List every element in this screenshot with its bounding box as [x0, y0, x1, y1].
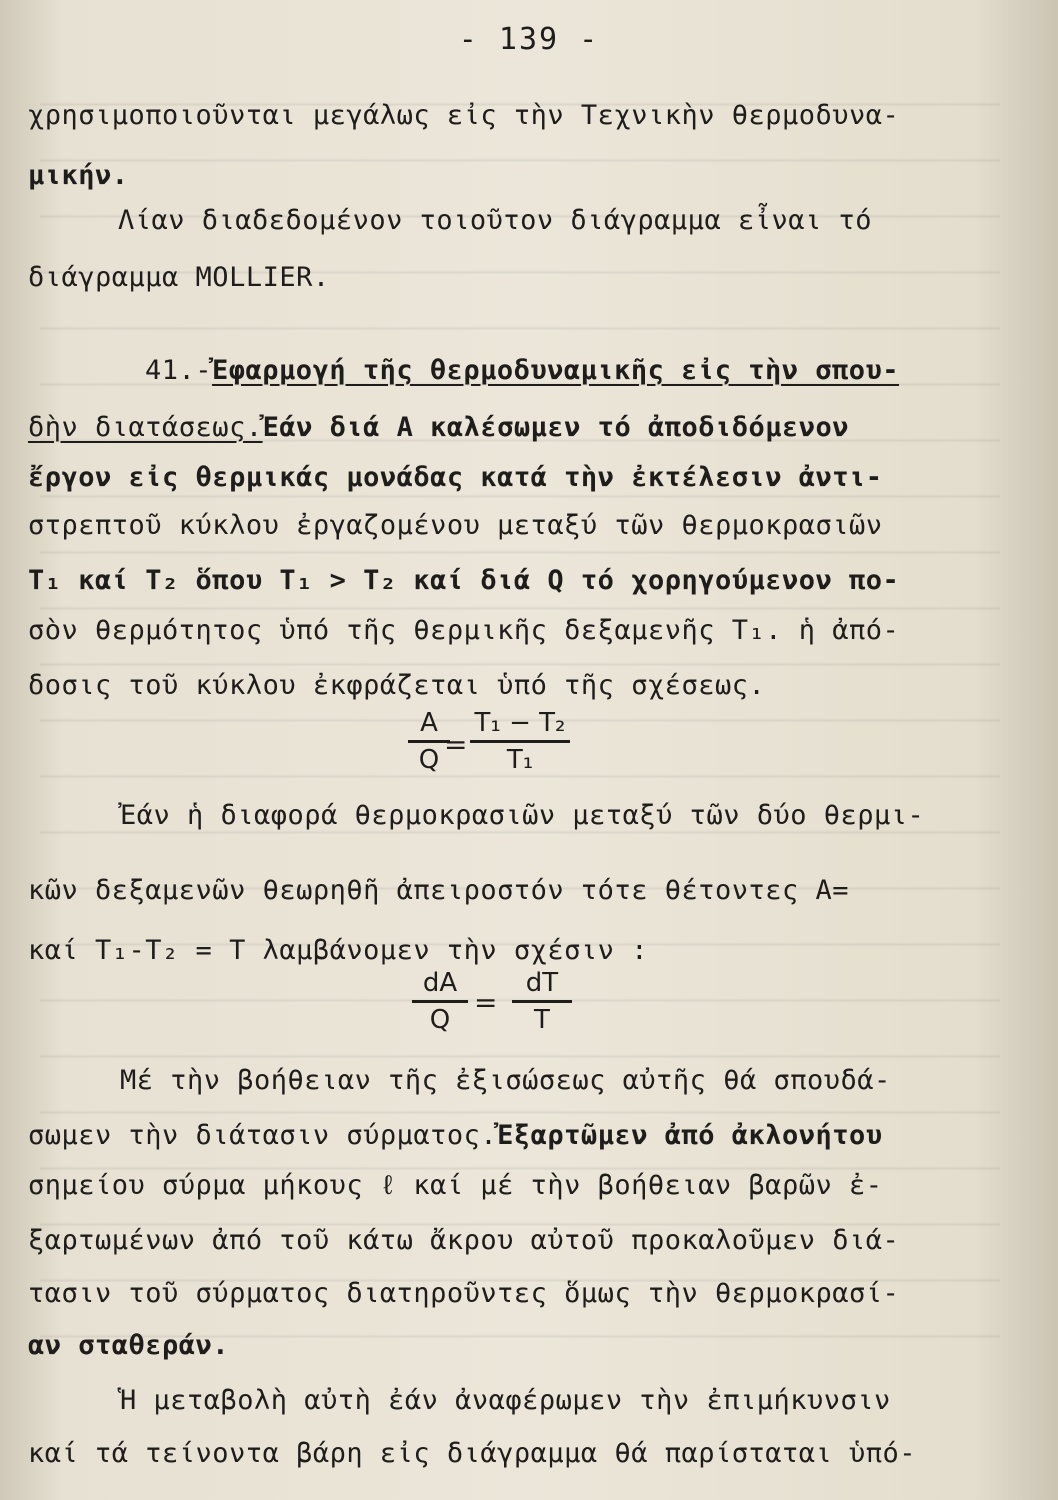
text-line: ξαρτωμένων ἀπό τοῦ κάτω ἄκρου αὐτοῦ προκαλοῦμεν διά- — [28, 1225, 900, 1256]
text-line: διάγραμμα MOLLIER. — [28, 262, 330, 293]
text-line: σὸν θερμότητος ὑπό τῆς θερμικῆς δεξαμενῆς T₁. ἡ ἀπό- — [28, 615, 900, 646]
fraction-bar — [470, 740, 570, 743]
eq1-right-denominator: T₁ — [506, 745, 534, 775]
text-line — [28, 412, 849, 443]
text-span: Ἐξαρτῶμεν ἀπό ἀκλονήτου — [497, 1120, 883, 1151]
text-line: χρησιμοποιοῦνται μεγάλως εἰς τὴν Τεχνικὴν θερμοδυνα- — [28, 100, 900, 131]
text-line: κῶν δεξαμενῶν θεωρηθῆ ἀπειροστόν τότε θέτοντες A= — [28, 875, 850, 906]
text-line: σημείου σύρμα μήκους ℓ καί μέ τὴν βοήθειαν βαρῶν ἐ- — [28, 1170, 883, 1201]
eq1-left-numerator: A — [420, 708, 438, 738]
text-span: σωμεν τὴν διάτασιν σύρματος. — [28, 1120, 498, 1151]
section-title: Ἐφαρμογή τῆς θερμοδυναμικῆς εἰς τὴν σπου- — [212, 355, 900, 386]
text-line: αν σταθεράν. — [28, 1330, 230, 1361]
text-line: Ἡ μεταβολὴ αὐτὴ ἐάν ἀναφέρωμεν τὴν ἐπιμήκυνσιν — [120, 1385, 891, 1416]
page-number: - 139 - — [458, 22, 600, 57]
text-line: Λίαν διαδεδομένον τοιοῦτον διάγραμμα εἶναι τό — [118, 205, 872, 236]
text-line: μικήν. — [28, 160, 129, 191]
eq1-equals: = — [444, 728, 468, 761]
section-number: 41.- — [145, 355, 213, 386]
text-line: τασιν τοῦ σύρματος διατηροῦντες ὅμως τὴν θερμοκρασί- — [28, 1278, 900, 1309]
eq2-left-denominator: Q — [429, 1005, 451, 1035]
eq2-right-numerator: dT — [525, 968, 559, 998]
text-line: T₁ καί T₂ ὅπου T₁ > T₂ καί διά Q τό χορηγούμενον πο- — [28, 565, 900, 596]
eq1-left-denominator: Q — [418, 745, 440, 775]
text-line: δοσις τοῦ κύκλου ἐκφράζεται ὑπό τῆς σχέσεως. — [28, 670, 766, 701]
text-span: Ἐάν διά A καλέσωμεν τό ἀποδιδόμενον — [262, 412, 850, 443]
text-line: στρεπτοῦ κύκλου ἐργαζομένου μεταξύ τῶν θερμοκρασιῶν — [28, 510, 883, 541]
eq2-equals: = — [474, 986, 498, 1019]
text-line: καί τά τείνοντα βάρη εἰς διάγραμμα θά παρίσταται ὑπό- — [28, 1438, 917, 1469]
eq2-right-denominator: T — [534, 1005, 550, 1035]
eq1-right-numerator: T₁ − T₂ — [474, 708, 566, 738]
text-line: ἔργον εἰς θερμικάς μονάδας κατά τὴν ἐκτέλεσιν ἀντι- — [28, 462, 883, 493]
eq2-left-numerator: dA — [422, 968, 458, 998]
fraction-bar — [412, 1000, 468, 1003]
fraction-bar — [512, 1000, 572, 1003]
text-line — [28, 1120, 883, 1151]
text-line: καί T₁-T₂ = T λαμβάνομεν τὴν σχέσιν : — [28, 935, 648, 966]
section-heading — [145, 355, 899, 386]
text-line: Μέ τὴν βοήθειαν τῆς ἐξισώσεως αὐτῆς θά σπουδά- — [120, 1065, 891, 1096]
text-line: Ἐάν ἡ διαφορά θερμοκρασιῶν μεταξύ τῶν δύο θερμι- — [120, 800, 925, 831]
section-title-cont: δὴν διατάσεως. — [28, 412, 263, 443]
